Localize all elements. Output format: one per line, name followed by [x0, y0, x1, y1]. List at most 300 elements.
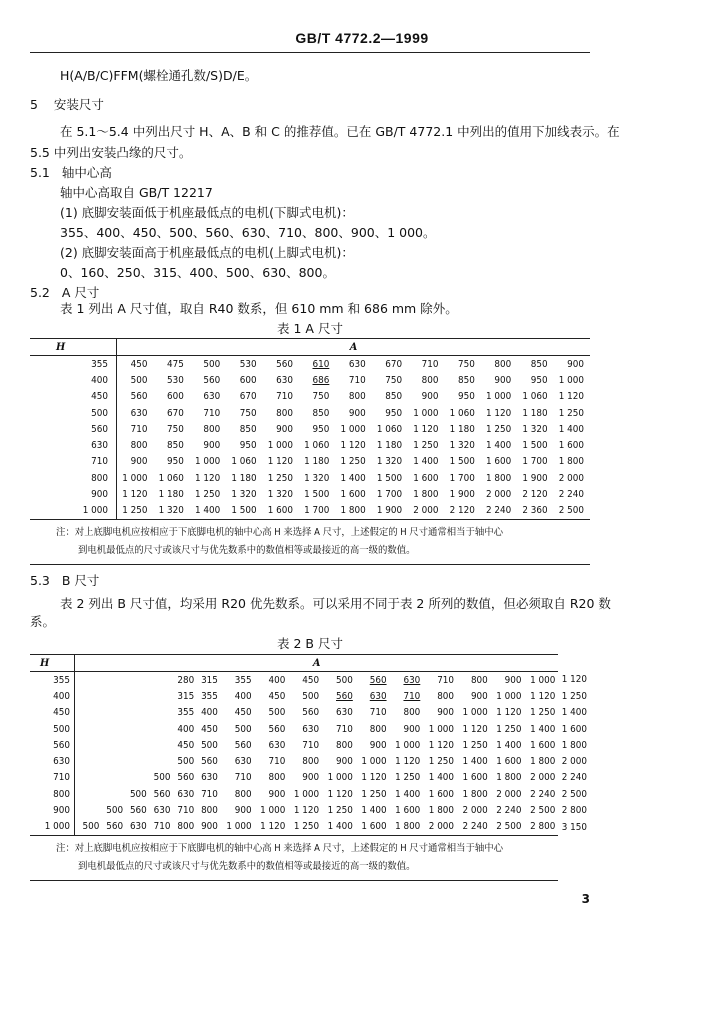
table-cell: 2 360 [522, 505, 548, 517]
table-header-row [30, 339, 590, 356]
table-cell: 950 [385, 407, 403, 419]
table-cell: 2 120 [449, 505, 475, 517]
table-cell: 2 240 [561, 772, 587, 784]
table-cell: 1 400 [327, 821, 353, 833]
table-cell: 800 [276, 407, 293, 419]
table-cell: 630 [177, 788, 195, 800]
section-5-paragraph-line2: 5.5 中列出安装凸缘的尺寸。 [30, 145, 192, 160]
table-cell: 1 900 [449, 489, 475, 501]
table-cell: 900 [421, 391, 439, 403]
table-cell: 686 [312, 374, 330, 386]
section-5-1-heading [30, 165, 112, 181]
table-cell: 630 [403, 674, 421, 686]
table-cell: 560 [234, 739, 252, 751]
table-cell: 2 120 [522, 489, 548, 501]
table-cell [150, 737, 174, 753]
table-cell: 950 [530, 374, 548, 386]
table-row [30, 770, 590, 786]
table-cell: 950 [239, 440, 257, 452]
table-cell [126, 737, 150, 753]
section-title: B 尺寸 [61, 573, 100, 588]
table-cell: 1 600 [413, 472, 439, 484]
table-row [30, 672, 590, 689]
table-cell: 1 700 [449, 472, 475, 484]
table-cell: 900 [437, 707, 455, 719]
table-cell: 400 [268, 674, 286, 686]
table-cell [126, 753, 150, 769]
table-cell: 1 500 [304, 489, 330, 501]
table-cell: 710 [336, 723, 353, 735]
table1-caption: 表 1 A 尺寸 [277, 321, 343, 336]
table-cell: 800 [336, 739, 353, 751]
table-cell: 1 800 [413, 489, 439, 501]
table-row [30, 753, 590, 769]
table-cell: 1 250 [561, 690, 587, 702]
table-cell: 950 [312, 423, 330, 435]
table-cell [102, 770, 126, 786]
table-cell: 1 120 [496, 707, 522, 719]
table-cell: 750 [458, 358, 475, 370]
row-h-value: 400 [30, 372, 117, 388]
table-cell [126, 672, 150, 689]
table-cell [150, 705, 174, 721]
table-cell: 1 060 [231, 456, 257, 468]
table-cell: 500 [106, 805, 124, 817]
table-cell: 1 250 [395, 772, 421, 784]
table-cell: 630 [203, 391, 221, 403]
table-cell: 400 [177, 723, 195, 735]
table-cell: 1 060 [158, 472, 184, 484]
table-cell: 850 [239, 423, 257, 435]
table-cell: 1 000 [293, 788, 320, 800]
table-cell: 280 [177, 674, 195, 686]
table-cell: 1 120 [361, 772, 387, 784]
table-cell: 710 [437, 674, 455, 686]
table-cell: 1 800 [530, 756, 556, 768]
table-row [30, 737, 590, 753]
table-cell: 1 250 [530, 707, 556, 719]
table-cell: 1 250 [267, 472, 293, 484]
table-cell: 630 [302, 723, 320, 735]
table-cell: 900 [268, 788, 286, 800]
table-cell: 800 [403, 707, 421, 719]
table-cell: 1 180 [304, 456, 330, 468]
table-cell: 1 060 [304, 440, 330, 452]
table-cell: 900 [234, 805, 252, 817]
row-h-value: 450 [30, 705, 75, 721]
table-cell [79, 721, 103, 737]
table-cell: 710 [201, 788, 218, 800]
table-cell: 710 [348, 374, 366, 386]
table-row [30, 503, 590, 520]
table-cell: 850 [458, 374, 475, 386]
table-cell: 1 700 [304, 505, 330, 517]
table-cell: 1 400 [530, 723, 556, 735]
s51-line3: 355、400、450、500、560、630、710、800、900、1 000。 [60, 225, 436, 240]
table-row [30, 819, 590, 836]
table-cell: 530 [167, 374, 184, 386]
s51-line4: (2) 底脚安装面高于机座最低点的电机(上脚式电机)： [60, 245, 354, 260]
table-cell: 450 [234, 707, 252, 719]
row-h-value: 900 [30, 486, 117, 502]
table-cell: 500 [201, 739, 218, 751]
table-cell: 315 [177, 690, 195, 702]
table-cell: 1 120 [485, 407, 512, 419]
table-cell: 500 [82, 821, 100, 833]
table-cell: 1 400 [194, 505, 221, 517]
table-cell: 950 [458, 391, 475, 403]
table-cell: 1 250 [558, 407, 584, 419]
s53-paragraph-line2: 系。 [30, 614, 56, 629]
table-cell: 500 [268, 707, 286, 719]
table-cell: 355 [201, 690, 218, 702]
table-cell [126, 688, 150, 704]
col-header-a: A [117, 339, 591, 356]
table-cell: 610 [312, 358, 330, 370]
table-cell: 560 [268, 723, 286, 735]
table-cell [79, 672, 103, 689]
table-cell: 1 400 [561, 707, 587, 719]
table-cell [126, 721, 150, 737]
table-cell: 2 240 [485, 505, 512, 517]
header-rule [30, 52, 590, 53]
section-title: A 尺寸 [61, 285, 100, 300]
s51-line1: 轴中心高取自 GB/T 12217 [60, 185, 213, 200]
table-cell: 1 400 [428, 772, 455, 784]
col-header-h: H [30, 339, 117, 356]
table-cell [79, 802, 103, 818]
table-cell [102, 721, 126, 737]
table-cell: 630 [336, 707, 353, 719]
table-cell: 850 [530, 358, 548, 370]
table-cell: 1 250 [428, 756, 455, 768]
note-line2: 到电机最低点的尺寸或该尺寸与优先数系中的数值相等或最接近的高一级的数值。 [78, 860, 416, 872]
table-cell: 2 000 [496, 788, 522, 800]
row-h-value: 355 [30, 356, 117, 373]
table-row [30, 405, 590, 421]
table-cell [79, 753, 103, 769]
table-cell: 1 120 [561, 674, 587, 686]
table-cell: 1 320 [267, 489, 293, 501]
page-header: GB/T 4772.2—1999 [295, 30, 429, 46]
table-cell: 500 [203, 358, 221, 370]
s52-paragraph: 表 1 列出 A 尺寸值，取自 R40 数系，但 610 mm 和 686 mm 除外。 [60, 301, 458, 316]
table-cell: 1 320 [231, 489, 257, 501]
table-cell: 400 [201, 707, 218, 719]
row-h-value: 630 [30, 753, 75, 769]
section-title: 轴中心高 [61, 165, 112, 180]
table-cell [79, 770, 103, 786]
row-h-value: 900 [30, 802, 75, 818]
table-a-dimensions [30, 338, 590, 565]
intro-formula: H(A/B/C)FFM(螺栓通孔数/S)D/E。 [60, 68, 258, 83]
section-number: 5 [30, 97, 38, 112]
table-cell: 630 [201, 772, 218, 784]
table-cell: 560 [203, 374, 221, 386]
table-cell: 530 [239, 358, 257, 370]
section-5-2-heading [30, 285, 99, 301]
table-cell: 355 [234, 674, 252, 686]
table-cell: 1 000 [194, 456, 221, 468]
table-cell: 500 [302, 690, 320, 702]
table-cell: 900 [494, 374, 512, 386]
table-cell: 1 120 [413, 423, 439, 435]
table-cell: 2 240 [530, 788, 556, 800]
table-cell: 1 060 [522, 391, 548, 403]
table-cell: 630 [348, 358, 366, 370]
table-cell: 800 [348, 391, 366, 403]
table-cell: 2 000 [558, 472, 584, 484]
table-cell [79, 688, 103, 704]
section-5-3-heading [30, 573, 99, 589]
table-cell: 1 800 [462, 788, 488, 800]
table-cell: 1 800 [428, 805, 455, 817]
table-cell: 1 250 [413, 440, 439, 452]
table-b-dimensions [30, 654, 590, 881]
table-row [30, 389, 590, 405]
table-cell: 1 400 [558, 423, 584, 435]
col-header-h: H [30, 655, 75, 672]
table-cell: 1 120 [194, 472, 221, 484]
table-cell: 1 320 [449, 440, 475, 452]
table-cell: 630 [268, 739, 286, 751]
table-cell: 1 800 [485, 472, 512, 484]
table-cell: 1 800 [395, 821, 421, 833]
table-cell: 1 800 [558, 456, 584, 468]
table-cell: 1 600 [485, 456, 512, 468]
table-cell: 2 000 [561, 756, 587, 768]
table-row [30, 454, 590, 470]
table-cell: 315 [201, 674, 218, 686]
section-5-paragraph-line1: 在 5.1～5.4 中列出尺寸 H、A、B 和 C 的推荐值。已在 GB/T 4772.1 中列出的值用下加线表示。在 [60, 124, 620, 139]
note-line2: 到电机最低点的尺寸或该尺寸与优先数系中的数值相等或最接近的高一级的数值。 [78, 544, 416, 556]
table-cell: 2 500 [496, 821, 522, 833]
table-cell: 475 [167, 358, 184, 370]
table-cell: 2 500 [561, 788, 587, 800]
table-cell: 900 [336, 756, 353, 768]
table-cell: 1 180 [158, 489, 184, 501]
table-cell: 800 [268, 772, 286, 784]
table-cell: 560 [177, 772, 195, 784]
table-cell: 1 000 [428, 723, 455, 735]
table-cell: 1 600 [395, 805, 421, 817]
table-cell: 1 000 [395, 739, 421, 751]
table-cell: 1 000 [413, 407, 439, 419]
table-cell: 450 [268, 690, 286, 702]
section-title: 安装尺寸 [53, 97, 104, 112]
table-cell: 2 240 [558, 489, 584, 501]
table-row [30, 437, 590, 453]
table-cell: 1 250 [327, 805, 353, 817]
table-cell: 1 800 [561, 739, 587, 751]
table-cell: 1 000 [226, 821, 252, 833]
table-cell: 1 060 [449, 407, 475, 419]
table-cell: 1 180 [522, 407, 548, 419]
table-cell: 800 [177, 821, 195, 833]
table-row [30, 802, 590, 818]
col-header-a: A [75, 655, 559, 672]
table-cell: 1 700 [376, 489, 403, 501]
table-cell: 1 500 [522, 440, 548, 452]
table-cell: 560 [201, 756, 218, 768]
table-cell: 1 250 [462, 739, 488, 751]
table-cell: 1 000 [122, 472, 148, 484]
table-cell: 900 [130, 456, 148, 468]
table-cell: 1 120 [395, 756, 421, 768]
table-cell: 1 000 [496, 690, 522, 702]
table-cell: 630 [234, 756, 252, 768]
table-cell: 710 [276, 391, 293, 403]
table-cell: 1 120 [327, 788, 353, 800]
table-cell: 900 [369, 739, 387, 751]
table-cell: 1 600 [340, 489, 366, 501]
table-cell: 450 [130, 358, 148, 370]
table-cell: 1 500 [376, 472, 403, 484]
table-cell: 1 600 [558, 440, 584, 452]
table-cell: 1 000 [485, 391, 512, 403]
table-cell: 800 [130, 440, 148, 452]
table-cell: 1 600 [361, 821, 387, 833]
table-cell: 1 900 [522, 472, 548, 484]
table-cell: 500 [234, 723, 252, 735]
table-cell: 630 [369, 690, 387, 702]
table-cell: 710 [268, 756, 286, 768]
table-cell: 1 180 [449, 423, 475, 435]
table-cell [150, 672, 174, 689]
table-cell: 670 [167, 407, 184, 419]
table-cell: 800 [203, 423, 221, 435]
table-cell: 560 [106, 821, 124, 833]
table-cell: 850 [312, 407, 330, 419]
section-number: 5.3 [30, 573, 50, 588]
table-cell [102, 688, 126, 704]
table-cell: 500 [129, 788, 147, 800]
row-h-value: 800 [30, 786, 75, 802]
table-header-row [30, 655, 590, 672]
table-cell: 900 [302, 772, 320, 784]
table-cell: 2 000 [413, 505, 439, 517]
table-cell: 710 [421, 358, 439, 370]
table-cell: 1 600 [462, 772, 488, 784]
section-number: 5.1 [30, 165, 50, 180]
table-cell: 1 180 [231, 472, 257, 484]
row-h-value: 500 [30, 721, 75, 737]
table-cell: 800 [470, 674, 488, 686]
table-cell: 1 120 [340, 440, 366, 452]
row-h-value: 450 [30, 389, 117, 405]
table-cell: 1 000 [530, 674, 556, 686]
table-cell: 355 [177, 707, 195, 719]
section-number: 5.2 [30, 285, 50, 300]
table-note [30, 519, 590, 564]
table-row [30, 470, 590, 486]
table-cell: 800 [437, 690, 455, 702]
table-cell: 1 250 [340, 456, 366, 468]
table-cell: 630 [130, 407, 148, 419]
s53-paragraph-line1: 表 2 列出 B 尺寸值，均采用 R20 优先数系。可以采用不同于表 2 所列的数值，但必须取自 R20 数 [60, 596, 611, 611]
table-cell: 450 [302, 674, 320, 686]
table-cell [79, 705, 103, 721]
table-cell: 800 [302, 756, 320, 768]
table-cell: 600 [167, 391, 184, 403]
table-cell: 560 [276, 358, 293, 370]
section-5-heading [30, 97, 104, 113]
table-cell: 500 [336, 674, 353, 686]
table-cell: 1 120 [267, 456, 293, 468]
table-cell: 1 000 [558, 374, 584, 386]
table-cell [126, 705, 150, 721]
table-cell: 2 500 [558, 505, 584, 517]
table-row [30, 688, 590, 704]
table-cell: 2 000 [530, 772, 556, 784]
table-cell: 1 600 [267, 505, 293, 517]
table-cell: 900 [201, 821, 218, 833]
table-cell [150, 721, 174, 737]
table-cell: 560 [129, 805, 147, 817]
table-cell: 500 [130, 374, 148, 386]
table-cell: 630 [129, 821, 147, 833]
table-cell: 900 [203, 440, 221, 452]
table-cell: 2 500 [530, 805, 556, 817]
table-cell [102, 753, 126, 769]
table-cell: 1 060 [376, 423, 403, 435]
table-cell: 1 000 [340, 423, 366, 435]
table-cell: 560 [302, 707, 320, 719]
table-cell: 750 [312, 391, 330, 403]
table-cell: 1 600 [428, 788, 455, 800]
table-row [30, 721, 590, 737]
table-cell [79, 737, 103, 753]
table-cell: 600 [239, 374, 257, 386]
table-cell: 1 320 [522, 423, 548, 435]
table-note [30, 835, 590, 880]
table-cell: 950 [167, 456, 184, 468]
table-cell: 800 [369, 723, 387, 735]
table-cell: 710 [130, 423, 148, 435]
table-cell: 560 [369, 674, 387, 686]
table-cell: 1 320 [376, 456, 403, 468]
table-cell: 1 120 [530, 690, 556, 702]
table-cell: 1 250 [122, 505, 148, 517]
table-cell [79, 786, 103, 802]
table-cell: 1 800 [340, 505, 366, 517]
table-cell: 750 [167, 423, 184, 435]
s51-line2: (1) 底脚安装面低于机座最低点的电机(下脚式电机)： [60, 205, 354, 220]
table-cell: 850 [385, 391, 403, 403]
table-cell: 1 000 [260, 805, 286, 817]
row-h-value: 710 [30, 454, 117, 470]
table-cell: 800 [234, 788, 252, 800]
table-cell: 1 500 [449, 456, 475, 468]
table-row [30, 356, 590, 373]
table-cell: 710 [403, 690, 421, 702]
table-cell: 900 [403, 723, 421, 735]
table-cell: 1 320 [158, 505, 184, 517]
table-cell: 1 400 [496, 739, 522, 751]
table-cell: 1 320 [304, 472, 330, 484]
s51-line5: 0、160、250、315、400、500、630、800。 [60, 265, 335, 280]
table-cell: 1 250 [293, 821, 320, 833]
table-cell [150, 753, 174, 769]
table-cell: 1 600 [561, 723, 587, 735]
table-cell: 1 120 [122, 489, 148, 501]
table-row [30, 486, 590, 502]
row-h-value: 355 [30, 672, 75, 689]
table-cell: 1 600 [496, 756, 522, 768]
table-cell: 1 600 [530, 739, 556, 751]
table-cell: 900 [470, 690, 488, 702]
table-cell: 2 240 [462, 821, 488, 833]
